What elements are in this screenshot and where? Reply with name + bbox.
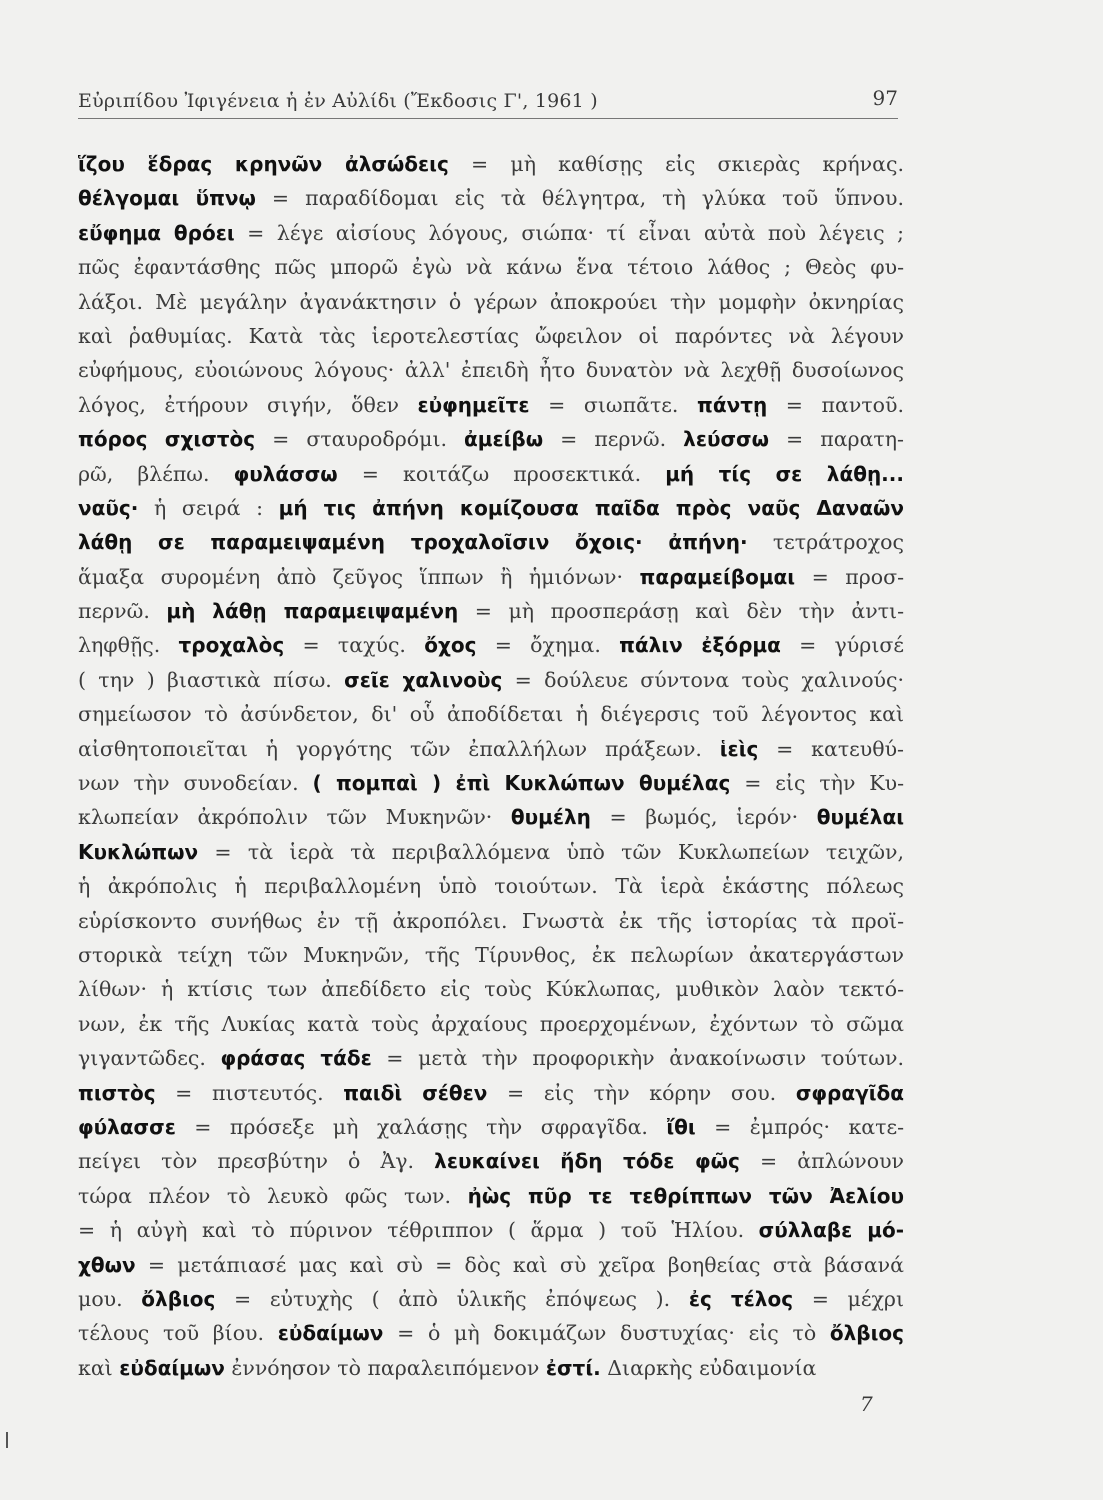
- gloss-text: = παρατη-: [769, 427, 904, 452]
- gloss-text: λάξοι. Μὲ μεγάλην ἀγανάκτησιν ὁ γέρων ἀποκρούει τὴν μομφὴν ὀκνηρίας: [78, 289, 904, 314]
- text-line: [78, 1213, 904, 1247]
- lemma-term: λάθῃ σε παραμειψαμένη τροχαλοῖσιν ὄχοις· ἀπήνη·: [78, 530, 748, 555]
- lemma-term: φύλασσε: [78, 1114, 176, 1139]
- text-line: [78, 353, 904, 387]
- text-line: [78, 732, 904, 766]
- gloss-text: ( την ) βιαστικὰ πίσω.: [78, 667, 345, 692]
- lemma-term: εὐδαίμων: [119, 1355, 225, 1380]
- lemma-term: ναῦς·: [78, 495, 139, 520]
- text-line: [78, 560, 904, 594]
- gloss-text: = περνῶ.: [543, 427, 684, 452]
- text-line: [78, 1110, 904, 1144]
- lemma-term: ( πομπαὶ ) ἐπὶ Κυκλώπων θυμέλας: [312, 771, 731, 796]
- gloss-text: αἰσθητοποιεῖται ἡ γοργότης τῶν ἐπαλλήλων πράξεων.: [78, 736, 720, 761]
- lemma-term: σύλλαβε μό-: [758, 1218, 904, 1243]
- gloss-text: ἅμαξα συρομένη ἀπὸ ζεῦγος ἵππων ἢ ἡμιόνων·: [78, 564, 640, 589]
- text-line: [78, 628, 904, 662]
- lemma-term: Κυκλώπων: [78, 839, 199, 864]
- page-number: 97: [872, 86, 898, 110]
- lemma-term: παιδὶ σέθεν: [343, 1080, 488, 1105]
- lemma-term: φράσας τάδε: [220, 1046, 372, 1071]
- gloss-text: νων τὴν συνοδείαν.: [78, 771, 313, 796]
- gloss-text: νων, ἐκ τῆς Λυκίας κατὰ τοὺς ἀρχαίους προερχομένων, ἐχόντων τὸ σῶμα: [78, 1011, 904, 1036]
- gloss-text: = μὴ καθίσῃς εἰς σκιερὰς κρήνας.: [448, 152, 904, 176]
- gloss-text: = μετάπιασέ μας καὶ σὺ = δὸς καὶ σὺ χεῖρα βοηθείας στὰ βάσανά: [135, 1252, 904, 1277]
- lemma-term: πόρος σχιστὸς: [78, 427, 256, 452]
- text-line: [78, 457, 904, 491]
- gloss-text: = παραδίδομαι εἰς τὰ θέλγητρα, τὴ γλύκα τοῦ ὕπνου.: [255, 186, 904, 211]
- text-line: [78, 491, 904, 525]
- commentary-text: [78, 147, 904, 1385]
- gloss-text: = ταχύς.: [284, 633, 425, 658]
- lemma-term: ὄχος: [424, 633, 477, 658]
- gloss-text: = μέχρι: [793, 1286, 904, 1311]
- gloss-text: = πρόσεξε μὴ χαλάσῃς τὴν σφραγῖδα.: [175, 1114, 667, 1139]
- text-line: [78, 1007, 904, 1041]
- gloss-text: = μετὰ τὴν προφορικὴν ἀνακοίνωσιν τούτων.: [371, 1046, 904, 1071]
- text-line: [78, 422, 904, 456]
- gloss-text: = λέγε αἰσίους λόγους, σιώπα· τί εἶναι αὐτὰ ποὺ λέγεις ;: [234, 220, 904, 245]
- gloss-text: σημείωσον τὸ ἀσύνδετον, δι' οὗ ἀποδίδεται ἡ διέγερσις τοῦ λέγοντος καὶ: [78, 702, 904, 727]
- text-line: [78, 1179, 904, 1213]
- lemma-term: ὄλβιος: [829, 1321, 904, 1346]
- text-line: [78, 663, 904, 697]
- gloss-text: καὶ ῥαθυμίας. Κατὰ τὰς ἱεροτελεστίας ὤφειλον οἱ παρόντες νὰ λέγουν: [78, 323, 904, 348]
- lemma-term: ὄλβιος: [141, 1286, 216, 1311]
- gloss-text: = μὴ προσπεράσῃ καὶ δὲν τὴν ἀντι-: [458, 599, 904, 624]
- text-line: [78, 938, 904, 972]
- text-line: [78, 525, 904, 559]
- gloss-text: = ἀπλώνουν: [739, 1149, 904, 1174]
- text-line: [78, 147, 904, 181]
- gloss-text: πῶς ἐφαντάσθης πῶς μπορῶ ἐγὼ νὰ κάνω ἕνα τέτοιο λάθος ; Θεὸς φυ-: [78, 255, 904, 280]
- text-line: [78, 1282, 904, 1316]
- lemma-term: πάντῃ: [697, 392, 768, 417]
- gloss-text: ρῶ, βλέπω.: [78, 461, 234, 486]
- text-line: [78, 594, 904, 628]
- running-title: Εὐριπίδου Ἰφιγένεια ἡ ἐν Αὐλίδι (Ἔκδοσις Γ', 1961 ): [78, 90, 598, 112]
- gloss-text: = βωμός, ἱερόν·: [590, 805, 817, 830]
- page-header: [78, 84, 898, 119]
- lemma-term: εὐφημεῖτε: [417, 392, 530, 417]
- lemma-term: τροχαλὸς: [178, 633, 285, 658]
- text-line: [78, 1144, 904, 1178]
- gloss-text: = πιστευτός.: [155, 1080, 344, 1105]
- gloss-text: = σταυροδρόμι.: [255, 427, 465, 452]
- lemma-term: παραμείβομαι: [639, 564, 796, 589]
- gloss-text: = ὄχημα.: [476, 633, 620, 658]
- gloss-text: = προσ-: [795, 564, 904, 589]
- gloss-text: = κατευθύ-: [758, 736, 904, 761]
- gloss-text: κλωπείαν ἀκρόπολιν τῶν Μυκηνῶν·: [78, 805, 511, 830]
- gloss-text: = σιωπᾶτε.: [529, 392, 698, 417]
- text-line: [78, 388, 904, 422]
- gloss-text: τώρα πλέον τὸ λευκὸ φῶς των.: [78, 1183, 468, 1208]
- text-line: [78, 216, 904, 250]
- gloss-text: λόγος, ἐτήρουν σιγήν, ὅθεν: [78, 392, 418, 417]
- lemma-term: μὴ λάθῃ παραμειψαμένη: [166, 599, 459, 624]
- text-line: [78, 1351, 904, 1385]
- gloss-text: εὑρίσκοντο συνήθως ἐν τῇ ἀκροπόλει. Γνωστὰ ἐκ τῆς ἱστορίας τὰ προϊ-: [78, 908, 904, 933]
- text-line: [78, 250, 904, 284]
- text-line: [78, 869, 904, 903]
- lemma-term: λεύσσω: [683, 427, 770, 452]
- lemma-term: ἴθι: [666, 1114, 696, 1139]
- gloss-text: = εὐτυχὴς ( ἀπὸ ὑλικῆς ἐπόψεως ).: [215, 1286, 689, 1311]
- lemma-term: λευκαίνει ἤδη τόδε φῶς: [434, 1149, 740, 1174]
- gloss-text: πείγει τὸν πρεσβύτην ὁ Ἀγ.: [78, 1149, 435, 1174]
- lemma-term: ἀμείβω: [464, 427, 544, 452]
- lemma-term: θυμέλαι: [816, 805, 904, 830]
- lemma-term: εὐδαίμων: [277, 1321, 384, 1346]
- gloss-text: περνῶ.: [78, 599, 167, 624]
- gloss-text: στορικὰ τείχη τῶν Μυκηνῶν, τῆς Τίρυνθος, ἐκ πελωρίων ἀκατεργάστων: [78, 942, 904, 967]
- lemma-term: χθων: [78, 1252, 136, 1277]
- lemma-term: εὔφημα θρόει: [78, 220, 235, 245]
- signature-mark: 7: [860, 1392, 873, 1416]
- margin-mark: [6, 1432, 8, 1448]
- gloss-text: μου.: [78, 1286, 142, 1311]
- lemma-term: ἵζου ἕδρας κρηνῶν ἀλσώδεις: [78, 152, 449, 176]
- text-line: [78, 1076, 904, 1110]
- gloss-text: = εἰς τὴν κόρην σου.: [487, 1080, 796, 1105]
- lemma-term: θέλγομαι ὕπνῳ: [78, 186, 256, 211]
- lemma-term: ἠὼς πῦρ τε τεθρίππων τῶν Ἀελίου: [467, 1183, 904, 1208]
- gloss-text: = ἐμπρός· κατε-: [695, 1114, 904, 1139]
- gloss-text: = δούλευε σύντονα τοὺς χαλινούς·: [502, 667, 904, 692]
- text-line: [78, 972, 904, 1006]
- text-line: [78, 1041, 904, 1075]
- text-line: [78, 181, 904, 215]
- lemma-term: ἐστί.: [545, 1355, 601, 1380]
- lemma-term: μή τίς σε λάθῃ...: [665, 461, 904, 486]
- lemma-term: μή τις ἀπήνη κομίζουσα παῖδα πρὸς ναῦς Δαναῶν: [278, 495, 904, 520]
- gloss-text: εὐφήμους, εὐοιώνους λόγους· ἀλλ' ἐπειδὴ ἦτο δυνατὸν νὰ λεχθῇ δυσοίωνος: [78, 358, 904, 383]
- gloss-text: = παντοῦ.: [767, 392, 904, 417]
- gloss-text: = ἡ αὐγὴ καὶ τὸ πύρινον τέθριππον ( ἅρμα ) τοῦ Ἡλίου.: [78, 1218, 759, 1243]
- lemma-term: πάλιν ἐξόρμα: [619, 633, 781, 658]
- gloss-text: = κοιτάζω προσεκτικά.: [337, 461, 666, 486]
- gloss-text: τετράτροχος: [747, 530, 904, 555]
- gloss-text: = ὁ μὴ δοκιμάζων δυστυχίας· εἰς τὸ: [383, 1321, 830, 1346]
- gloss-text: = τὰ ἱερὰ τὰ περιβαλλόμενα ὑπὸ τῶν Κυκλωπείων τειχῶν,: [198, 839, 904, 864]
- gloss-text: = εἰς τὴν Κυ-: [730, 771, 904, 796]
- lemma-term: σφραγῖδα: [795, 1080, 904, 1105]
- text-line: [78, 835, 904, 869]
- gloss-text: ληφθῇς.: [78, 633, 179, 658]
- lemma-term: πιστὸς: [78, 1080, 156, 1105]
- lemma-term: θυμέλη: [510, 805, 591, 830]
- gloss-text: καὶ: [78, 1355, 120, 1380]
- lemma-term: φυλάσσω: [233, 461, 338, 486]
- gloss-text: τέλους τοῦ βίου.: [78, 1321, 278, 1346]
- gloss-text: ἡ σειρά :: [138, 495, 279, 520]
- lemma-term: ἐς τέλος: [688, 1286, 794, 1311]
- text-line: [78, 1248, 904, 1282]
- gloss-text: γιγαντῶδες.: [78, 1046, 221, 1071]
- text-line: [78, 319, 904, 353]
- gloss-text: λίθων· ἡ κτίσις των ἀπεδίδετο εἰς τοὺς Κύκλωπας, μυθικὸν λαὸν τεκτό-: [78, 977, 904, 1002]
- gloss-text: Διαρκὴς εὐδαιμονία: [600, 1355, 817, 1380]
- text-line: [78, 904, 904, 938]
- gloss-text: = γύρισέ: [780, 633, 904, 658]
- lemma-term: σεῖε χαλινοὺς: [344, 667, 503, 692]
- text-line: [78, 800, 904, 834]
- text-line: [78, 1316, 904, 1350]
- gloss-text: ἡ ἀκρόπολις ἡ περιβαλλομένη ὑπὸ τοιούτων. Τὰ ἱερὰ ἑκάστης πόλεως: [78, 874, 904, 899]
- gloss-text: ἐννόησον τὸ παραλειπόμενον: [224, 1355, 546, 1380]
- text-line: [78, 285, 904, 319]
- lemma-term: ἱεὶς: [719, 736, 759, 761]
- text-line: [78, 766, 904, 800]
- text-line: [78, 697, 904, 731]
